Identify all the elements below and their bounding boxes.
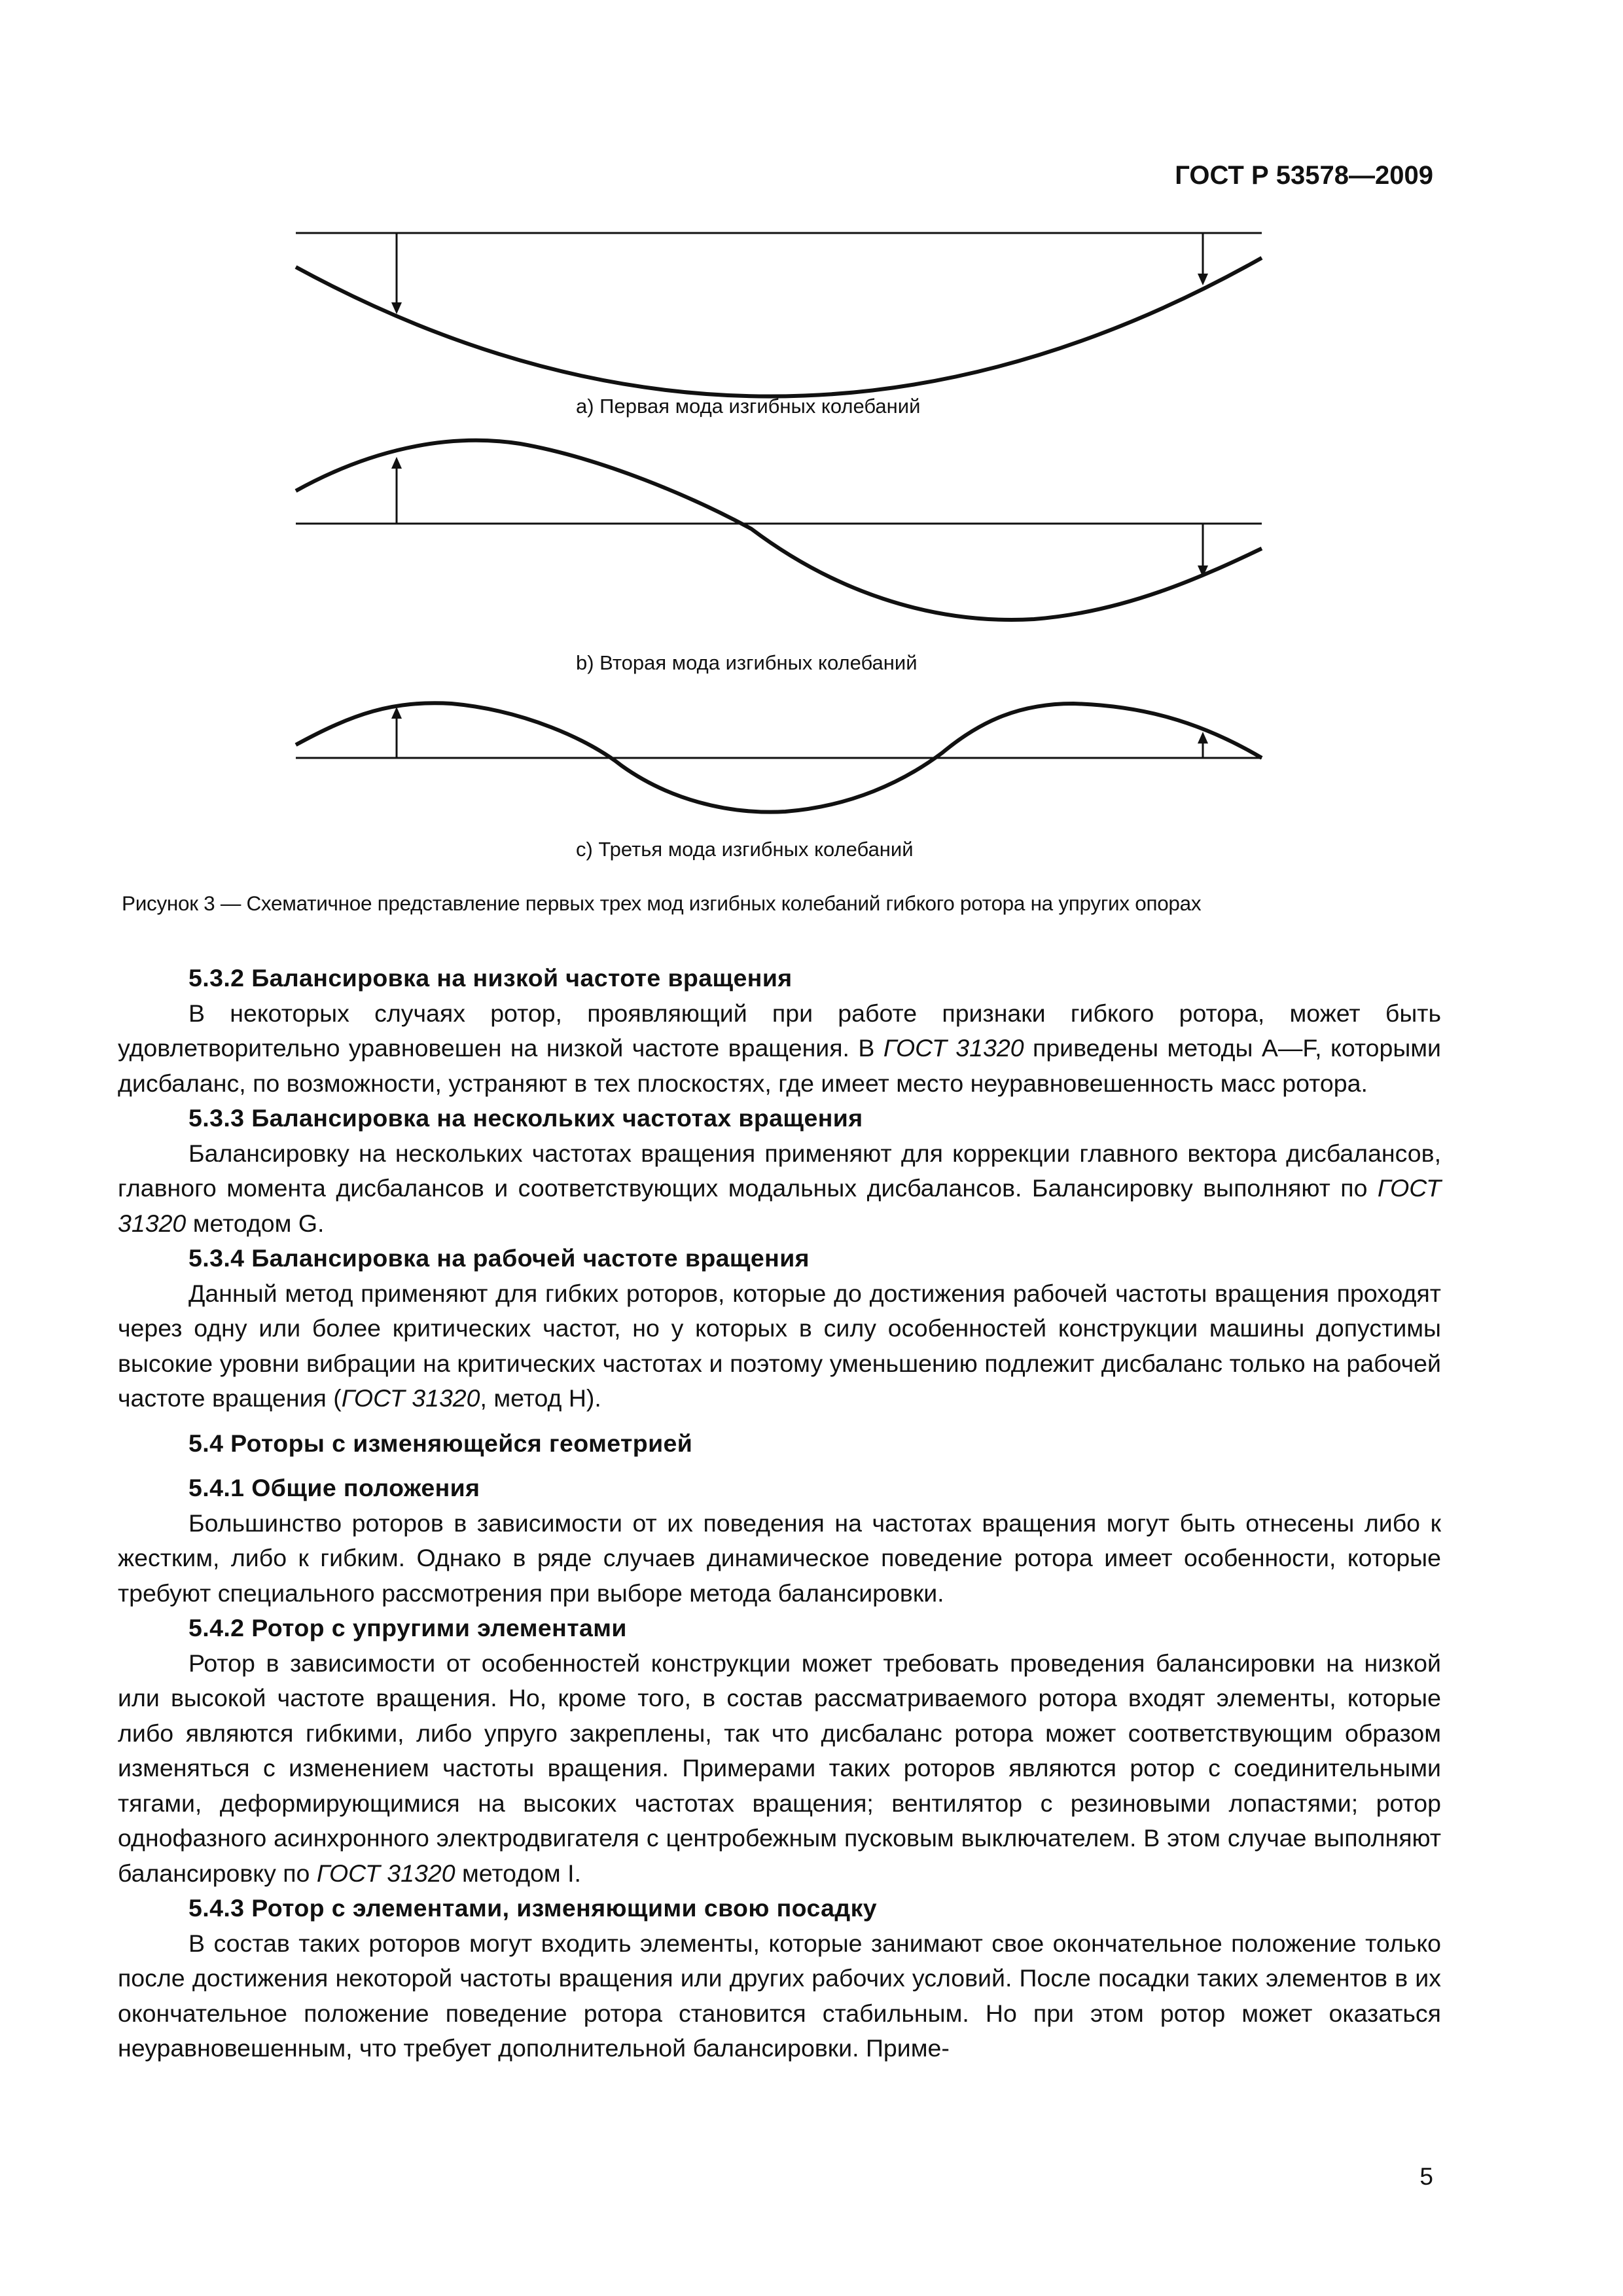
mode-1-arrowhead-right <box>1198 274 1208 285</box>
figure-caption-b: b) Вторая мода изгибных колебаний <box>576 651 918 674</box>
heading-5-4-3: 5.4.3 Ротор с элементами, изменяющими свою посадку <box>188 1894 878 1922</box>
heading-5-4: 5.4 Роторы с изменяющейся геометрией <box>188 1429 693 1457</box>
paragraph-5-3-2: В некоторых случаях ротор, проявляющий при работе признаки гибкого ротора, может быть удовлетворительно уравновешен на низкой частоте вращения. В ГОСТ 31320 приведены методы А—F, которыми дисбаланс, по возможности, устраняют в тех плоскостях, где имеет место неуравновешенность масс ротора. <box>118 999 1441 1097</box>
figure-caption-c: с) Третья мода изгибных колебаний <box>576 838 914 861</box>
heading-5-3-4: 5.3.4 Балансировка на рабочей частоте вращения <box>188 1244 810 1272</box>
figure-title: Рисунок 3 — Схематичное представление первых трех мод изгибных колебаний гибкого ротора на упругих опорах <box>122 891 1202 915</box>
figure-caption-a: a) Первая мода изгибных колебаний <box>576 395 921 418</box>
mode-3-arrowhead-right <box>1198 732 1208 744</box>
paragraph-5-3-4: Данный метод применяют для гибких роторов, которые до достижения рабочей частоты вращения проходят через одну или более критических частот, но у которых в силу особенностей конструкции машины допустимы высокие уровни вибрации на критических частотах и поэтому уменьшению подлежит дисбаланс только на рабочей частоте вращения (ГОСТ 31320, метод Н). <box>118 1279 1441 1412</box>
paragraph-5-4-2: Ротор в зависимости от особенностей конструкции может требовать проведения балансировки на низкой или высокой частоте вращения. Но, кроме того, в состав рассматриваемого ротора входят элементы, которые либо являются гибкими, либо упруго закреплены, так что дисбаланс ротора может соответствующим образом изменяться с изменением частоты вращения. Примерами таких роторов являются ротор с соединительными тягами, деформирующимися на высоких частотах вращения; вентилятор с резиновыми лопастями; ротор однофазного асинхронного электродвигателя с центробежным пусковым выключателем. В этом случае выполняют балансировку по ГОСТ 31320 методом I. <box>118 1649 1441 1887</box>
standard-designation: ГОСТ Р 53578—2009 <box>1175 161 1433 190</box>
heading-5-3-3: 5.3.3 Балансировка на нескольких частотах вращения <box>188 1104 863 1132</box>
paragraph-5-4-3: В состав таких роторов могут входить элементы, которые занимают свое окончательное положение только после достижения некоторой частоты вращения или других рабочих условий. После посадки таких элементов в их окончательное положение поведение ротора становится стабильным. Но при этом ротор может оказаться неуравновешенным, что требует дополнительной балансировки. Приме- <box>118 1929 1441 2062</box>
heading-5-4-1: 5.4.1 Общие положения <box>188 1474 480 1501</box>
mode-1-curve <box>296 258 1262 397</box>
heading-5-4-2: 5.4.2 Ротор с упругими элементами <box>188 1614 627 1641</box>
bending-modes-figure <box>0 0 1623 877</box>
heading-5-3-2: 5.3.2 Балансировка на низкой частоте вращения <box>188 964 793 992</box>
gost-reference: ГОСТ 31320 <box>316 1859 455 1887</box>
gost-reference: ГОСТ 31320 <box>883 1034 1024 1062</box>
body-text <box>118 961 1441 2066</box>
paragraph-5-4-1: Большинство роторов в зависимости от их поведения на частотах вращения могут быть отнесены либо к жестким, либо к гибким. Однако в ряде случаев динамическое поведение ротора имеет особенности, которые требуют специального рассмотрения при выборе метода балансировки. <box>118 1509 1441 1607</box>
paragraph-5-3-3: Балансировку на нескольких частотах вращения применяют для коррекции главного вектора дисбалансов, главного момента дисбалансов и соответствующих модальных дисбалансов. Балансировку выполняют по ГОСТ 31320 методом G. <box>118 1139 1441 1237</box>
gost-reference: ГОСТ 31320 <box>118 1174 1441 1237</box>
gost-reference: ГОСТ 31320 <box>341 1384 480 1412</box>
mode-2-arrowhead-left <box>391 457 402 469</box>
page-number: 5 <box>1419 2163 1433 2190</box>
mode-2-curve <box>296 440 1262 620</box>
